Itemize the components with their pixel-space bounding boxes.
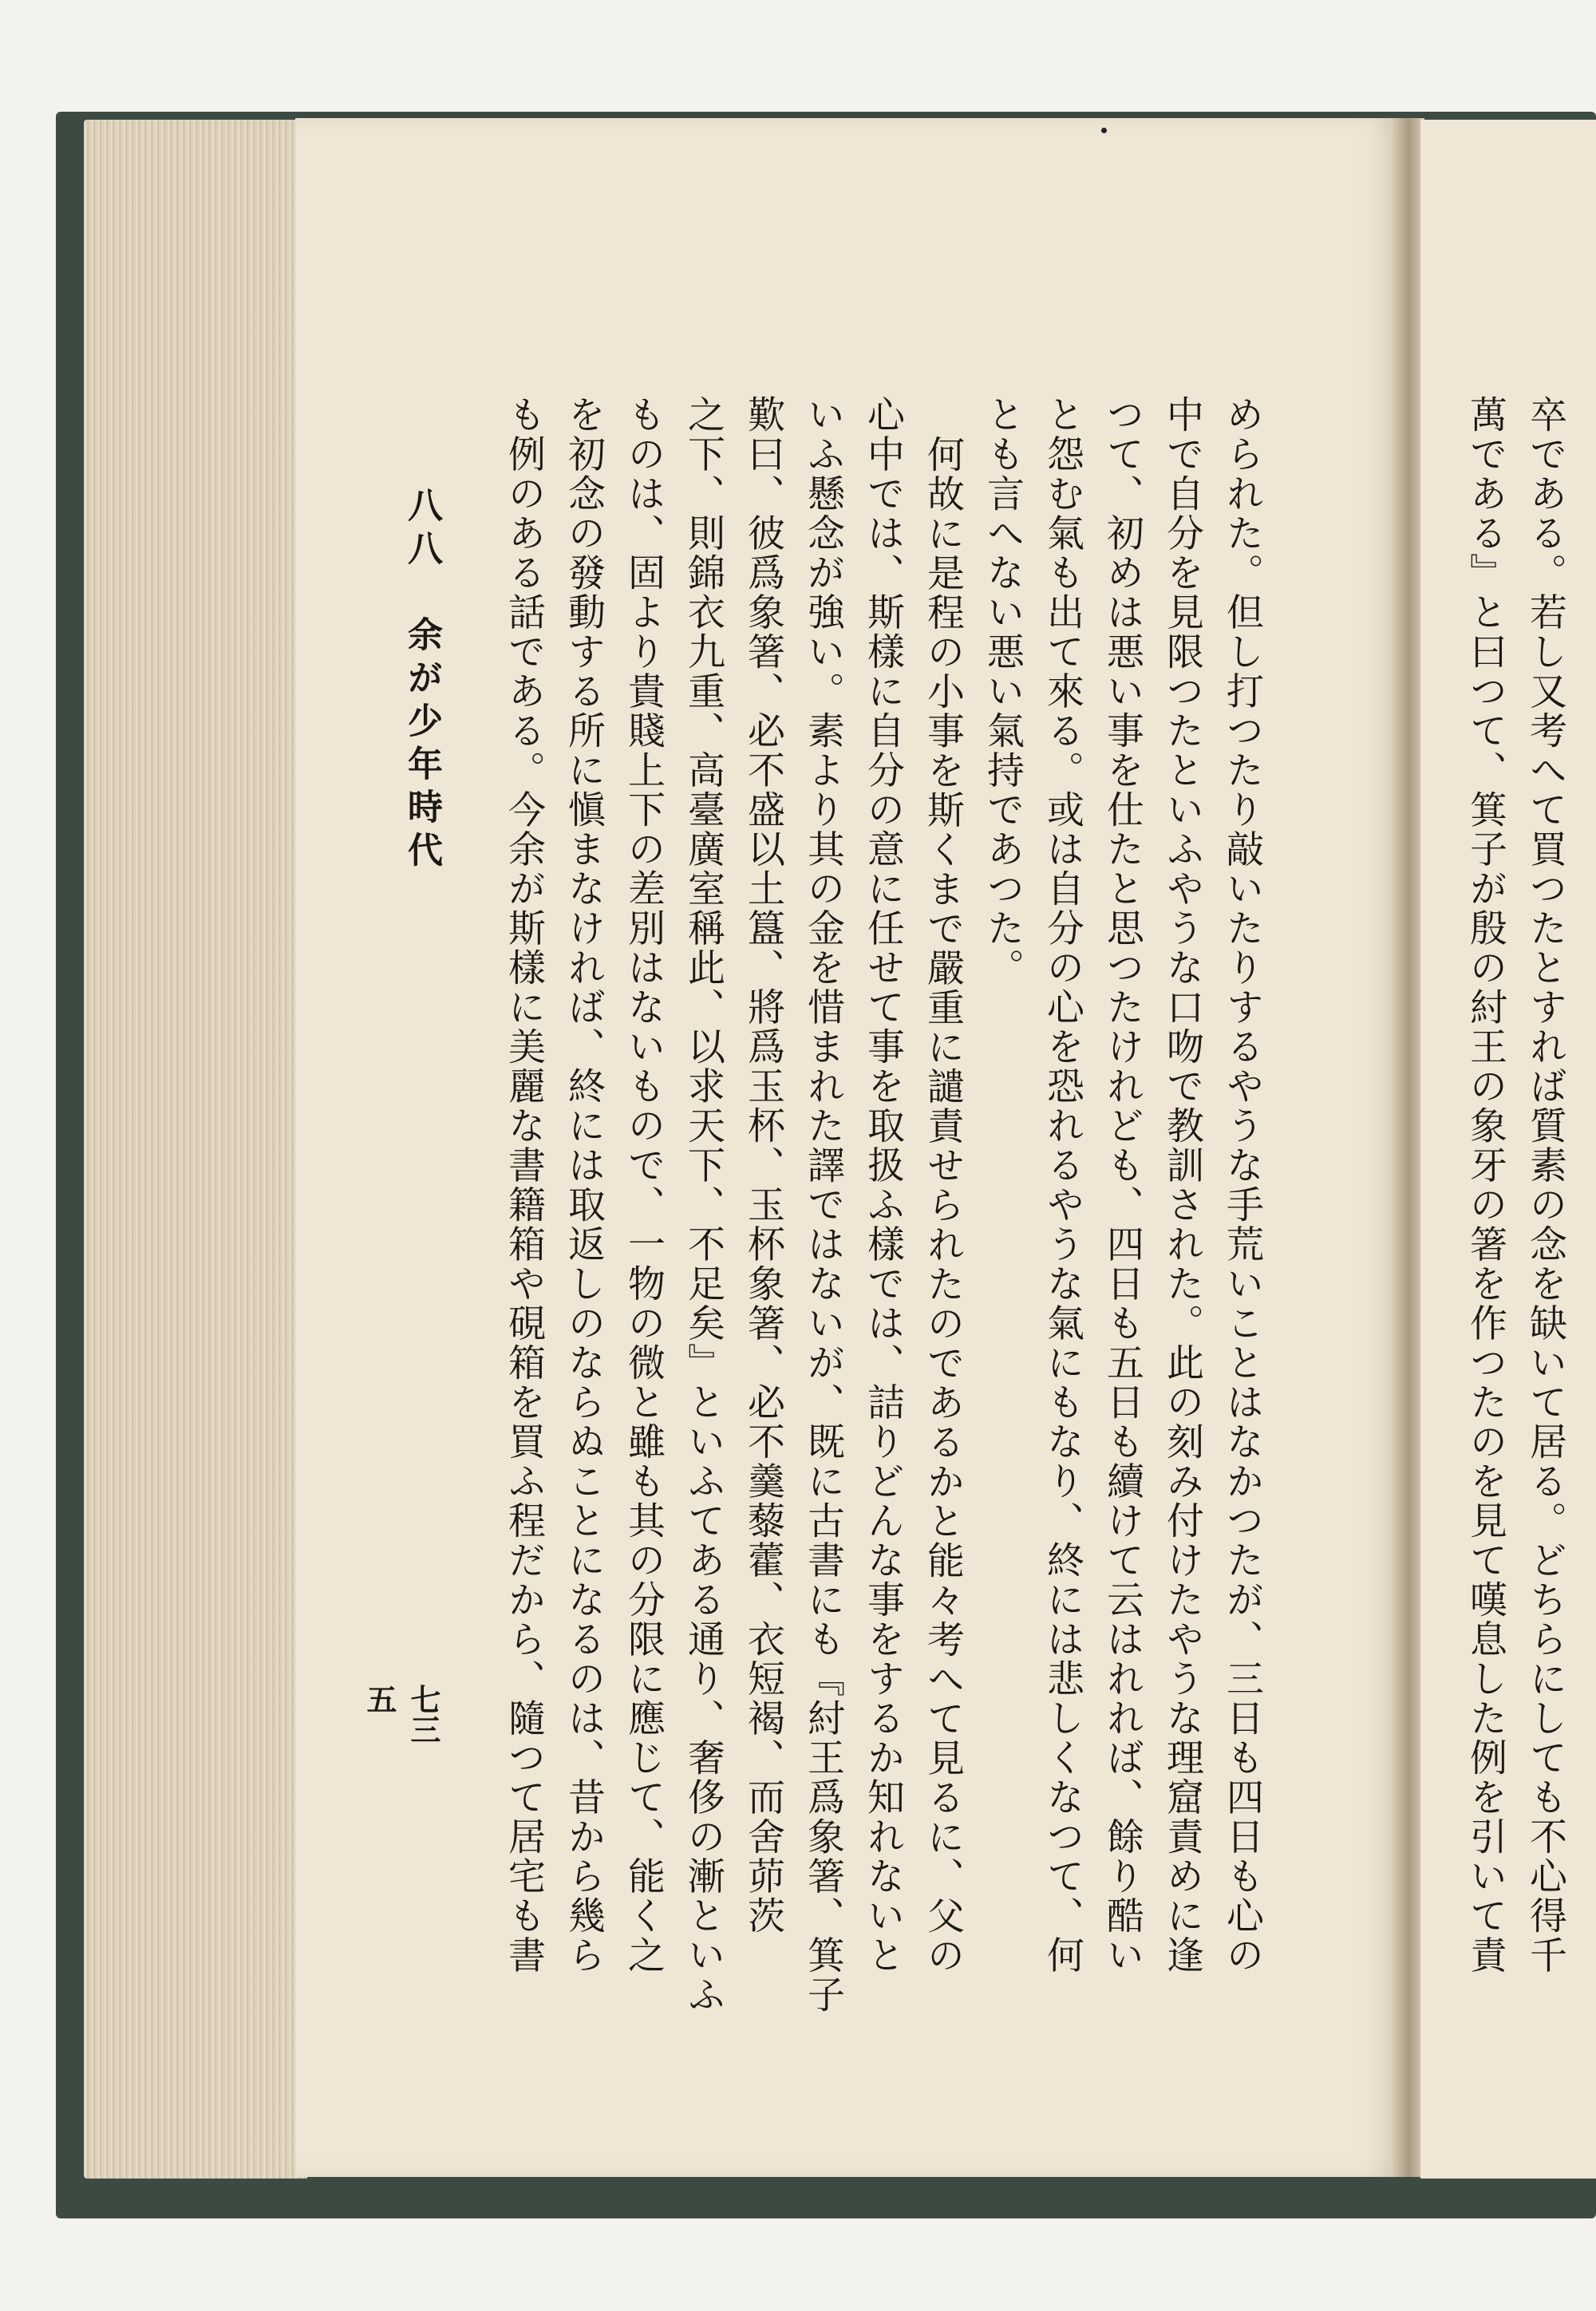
body-line-7: 心中では、斯樣に自分の意に任せて事を取扱ふ樣では、詰りどんな事をするか知れないと xyxy=(861,395,905,1975)
body-line-5: とも言へない悪い氣持であつた。 xyxy=(981,395,1025,988)
body-line-10: 之下、則錦衣九重、高臺廣室稱此、以求天下、不足矣』といふてある通り、奢侈の漸といふ xyxy=(681,395,725,2015)
body-line-2: 中で自分を見限つたといふやうな口吻で教訓された。此の刻み付けたやうな理窟責めに逢 xyxy=(1160,395,1204,1975)
section-number: 八八 xyxy=(401,487,442,573)
ink-dot xyxy=(1101,128,1107,133)
body-line-8: いふ懸念が強い。素より其の金を惜まれた譯ではないが、既に古書にも『紂王爲象箸、箕子 xyxy=(801,395,845,2015)
book-gutter xyxy=(1393,118,1424,2177)
facing-line-2: 萬である』と曰つて、箕子が殷の紂王の象牙の箸を作つたのを見て嘆息した例を引いて責 xyxy=(1464,395,1507,1975)
header-space xyxy=(401,573,442,616)
facing-line-1: 卒である。若し又考へて買つたとすれば質素の念を缺いて居る。どちらにしても不心得千 xyxy=(1523,395,1567,1975)
body-line-13: も例のある話である。今余が斯樣に美麗な書籍箱や硯箱を買ふ程だから、隨つて居宅も書 xyxy=(502,395,546,1975)
body-line-6: 何故に是程の小事を斯くまで嚴重に譴責せられたのであるかと能々考へて見るに、父の xyxy=(921,435,965,1976)
right-page xyxy=(1420,120,1596,2179)
running-header xyxy=(401,487,447,875)
body-line-12: を初念の發動する所に愼まなければ、終には取返しのならぬことになるのは、昔から幾ら xyxy=(562,395,606,1975)
body-line-11: ものは、固より貴賤上下の差別はないもので、一物の微と雖も其の分限に應じて、能く之 xyxy=(622,395,666,1975)
body-line-3: つて、初めは悪い事を仕たと思つたけれども、四日も五日も續けて云はれれば、餘り酷い xyxy=(1100,395,1144,1975)
page-edges xyxy=(84,120,307,2179)
body-line-4: と怨む氣も出て來る。或は自分の心を恐れるやうな氣にもなり、終には悲しくなつて、何 xyxy=(1041,395,1084,1975)
section-title: 余が少年時代 xyxy=(401,616,442,875)
page-number: 七三五 xyxy=(361,1684,441,1744)
body-line-9: 歎曰、彼爲象箸、必不盛以土簋、將爲玉杯、玉杯象箸、必不羹藜藿、衣短褐、而舍茆茨 xyxy=(741,395,785,1936)
body-line-1: められた。但し打つたり敲いたりするやうな手荒いことはなかつたが、三日も四日も心の xyxy=(1220,395,1264,1975)
